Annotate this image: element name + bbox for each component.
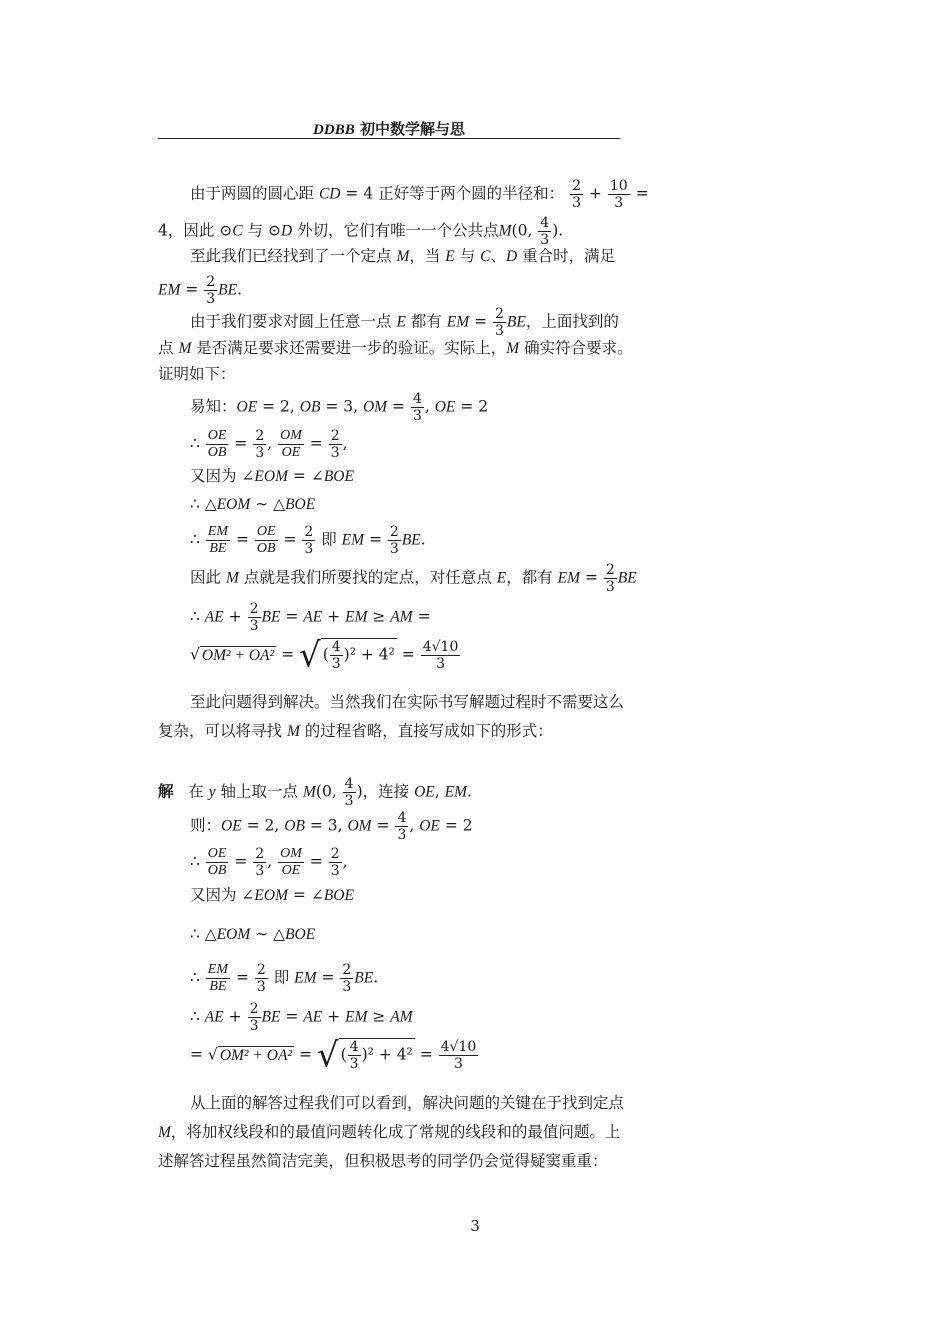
fraction: $\frac{2}{3}$: [572, 178, 581, 211]
header-rule: [158, 138, 620, 139]
solution-line4: 又因为 ∠EOM = ∠BOE: [190, 886, 354, 904]
header-latin: DDBB: [313, 122, 355, 138]
para5-line3: 述解答过程虽然简洁完美，但积极思考的同学仍会觉得疑窦重重：: [158, 1152, 608, 1170]
solution-line5: ∴ △EOM ∼ △BOE: [190, 925, 316, 943]
para4-line2: 复杂，可以将寻找 M 的过程省略，直接写成如下的形式：: [158, 722, 553, 740]
para3-line1: 由于我们要求对圆上任意一点 E 都有 EM = $\frac{2}{3}$ BE，上面找到的: [190, 306, 619, 339]
fraction: $\frac{2}{3}$: [255, 846, 265, 879]
fraction: $\frac{4}{3}$: [540, 215, 550, 248]
fraction: $\frac{2}{3}$: [495, 306, 504, 339]
fraction: $\frac{OE}{OB}$: [256, 524, 276, 556]
proof1-line8: √ OM² + OA² = √ ( $\frac{4}{3}$ )² + 4² = $\frac{4√10}{3}$: [190, 635, 459, 676]
fraction: $\frac{2}{3}$: [255, 428, 265, 461]
para3-line3: 证明如下：: [158, 365, 236, 383]
fraction: $\frac{OM}{OE}$: [280, 846, 302, 878]
running-header: [158, 118, 620, 139]
solution-line2: 则：OE = 2, OB = 3, OM = $\frac{4}{3}$ , OE = 2: [190, 810, 473, 843]
fraction: $\frac{OM}{OE}$: [280, 428, 302, 460]
fraction: $\frac{EM}{BE}$: [207, 524, 229, 556]
proof1-line5: ∴ $\frac{EM}{BE}$ = $\frac{OE}{OB}$ = $\frac{2}{3}$ 即 EM = $\frac{2}{3}$ BE.: [190, 524, 426, 557]
solution-line1: 解 在 y 轴上取一点 M(0, $\frac{4}{3}$ )，连接 OE, EM.: [158, 776, 472, 809]
fraction: $\frac{4√10}{3}$: [422, 639, 459, 672]
solution-line3: ∴ $\frac{OE}{OB}$ = $\frac{2}{3}$ , $\frac{OM}{OE}$ = $\frac{2}{3}$ ,: [190, 846, 348, 879]
proof1-line4: ∴ △EOM ∼ △BOE: [190, 495, 316, 513]
fraction: $\frac{2}{3}$: [249, 601, 259, 634]
para2-line2: EM = $\frac{2}{3}$ BE.: [158, 274, 243, 307]
solution-label: 解: [158, 781, 174, 801]
para1-line1: 由于两圆的圆心距 CD = 4 正好等于两个圆的半径和： $\frac{2}{3}$ + $\frac{10}{3}$ =: [190, 178, 649, 211]
para5-line2: M，将加权线段和的最值问题转化成了常规的线段和的最值问题。上: [158, 1123, 621, 1141]
para5-line1: 从上面的解答过程我们可以看到，解决问题的关键在于找到定点: [190, 1094, 625, 1112]
header-title: 初中数学解与思: [359, 120, 465, 138]
para2-line1: 至此我们已经找到了一个定点 M，当 E 与 C、D 重合时，满足: [190, 247, 616, 265]
solution-line6: ∴ $\frac{EM}{BE}$ = $\frac{2}{3}$ 即 EM = $\frac{2}{3}$ BE.: [190, 962, 379, 995]
fraction: $\frac{10}{3}$: [609, 178, 628, 211]
page-number: 3: [470, 1217, 480, 1235]
fraction: $\frac{4}{3}$: [349, 1039, 359, 1072]
fraction: $\frac{EM}{BE}$: [207, 962, 229, 994]
proof1-line3: 又因为 ∠EOM = ∠BOE: [190, 467, 354, 485]
solution-line7: ∴ AE + $\frac{2}{3}$ BE = AE + EM ≥ AM: [190, 1001, 413, 1034]
fraction: $\frac{4}{3}$: [344, 776, 354, 809]
fraction: $\frac{2}{3}$: [256, 962, 266, 995]
fraction: $\frac{2}{3}$: [249, 1001, 259, 1034]
fraction: $\frac{2}{3}$: [206, 274, 216, 307]
fraction: $\frac{4}{3}$: [397, 810, 407, 843]
para1-line2: 4，因此 ⊙C 与 ⊙D 外切，它们有唯一一个公共点M(0, $\frac{4}{3}$ ).: [158, 215, 564, 248]
fraction: $\frac{2}{3}$: [330, 846, 340, 879]
fraction: $\frac{2}{3}$: [330, 428, 340, 461]
fraction: $\frac{OE}{OB}$: [207, 846, 227, 878]
para4-line1: 至此问题得到解决。当然我们在实际书写解题过程时不需要这么: [190, 693, 625, 711]
para3-line2: 点 M 是否满足要求还需要进一步的验证。实际上，M 确实符合要求。: [158, 339, 633, 357]
fraction: $\frac{2}{3}$: [389, 524, 399, 557]
fraction: $\frac{2}{3}$: [304, 524, 314, 557]
fraction: $\frac{2}{3}$: [342, 962, 352, 995]
proof1-line1: 易知：OE = 2, OB = 3, OM = $\frac{4}{3}$ , OE = 2: [190, 391, 489, 424]
fraction: $\frac{OE}{OB}$: [207, 428, 227, 460]
fraction: $\frac{4√10}{3}$: [440, 1039, 477, 1072]
fraction: $\frac{4}{3}$: [412, 391, 422, 424]
proof1-line6: 因此 M 点就是我们所要找的定点，对任意点 E，都有 EM = $\frac{2}{3}$ BE: [190, 562, 637, 595]
solution-line8: = √ OM² + OA² = √ ( $\frac{4}{3}$ )² + 4² = $\frac{4√10}{3}$: [190, 1035, 477, 1076]
proof1-line2: ∴ $\frac{OE}{OB}$ = $\frac{2}{3}$ , $\frac{OM}{OE}$ = $\frac{2}{3}$ ,: [190, 428, 348, 461]
fraction: $\frac{4}{3}$: [331, 639, 341, 672]
fraction: $\frac{2}{3}$: [605, 562, 615, 595]
proof1-line7: ∴ AE + $\frac{2}{3}$ BE = AE + EM ≥ AM =: [190, 601, 431, 634]
